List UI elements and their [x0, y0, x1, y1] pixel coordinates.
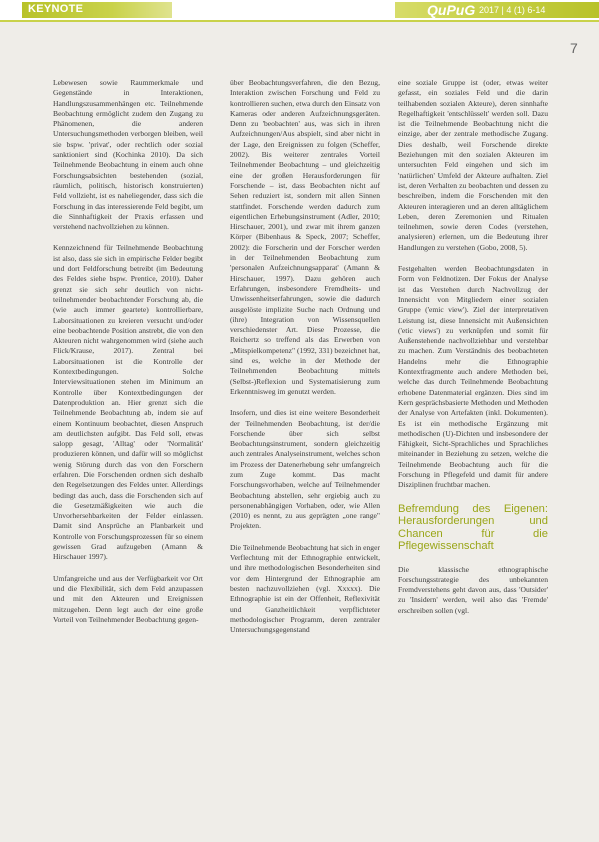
paragraph: Umfangreiche und aus der Verfügbarkeit vor Ort und die Flexibilität, sich dem Feld anzupassen und mit den Akteuren und Ereignissen mitzugehen. Denn legt auch der eine große Vorteil von Teilnehmender Beobachtung gegen-: [53, 573, 203, 624]
section-label: KEYNOTE: [28, 3, 84, 15]
paragraph: über Beobachtungsverfahren, die den Bezug, Interaktion zwischen Forschung und Feld zu kontrollieren suchen, etwa durch den Einsatz von Kameras oder anderen Aufzeichnungsgeräten. Denn zu 'beobachten' aus, was sich in ihren Aufzeichnungen/Aus abspielt, sind aber nicht in der Lage, den Ereignissen zu folgen (Scheffer, 2002). Bis weiterer zentrales Vorteil Teilnehmender Beobachtung – und gleichzeitig eine der großen Herausforderungen für Forschende – ist, dass Beobachten nicht auf Sehen reduziert ist, sondern mit allen Sinnen stattfindet. Forschende werden dadurch zum eigentlichen Erhebungsinstrument (Adler, 2010; Hirschauer, 2001), und zwar mit ihrem ganzen Körper (Bibenhaus & Speck, 2007; Scheffer, 2002): die Forscherin und der Forscher werden in der Teilnehmenden Beobachtung zum 'personalen Aufzeichnungsapparat' (Amann & Hirschauer, 1997). Dazu gehören auch Erfahrungen, insbesondere Fremdheits- und Unwissenheitserfahrungen, sowie die dadurch ausgelöste implizite Suche nach Ordnung und (ihre) Integration von Wissensquellen verschiedenster Art. Diese Prozesse, die Reichertz so treffend als das Erwerben von „Mitspielkompetenz" (1992, 331) bezeichnet hat, sind es, welche in der Methode der Teilnehmenden Beobachtung mittels (Selbst-)Reflexion und Systematisierung zum Erkenntnisweg im genutzt werden.: [230, 78, 380, 396]
journal-tag: [395, 2, 599, 18]
page-number: 7: [570, 40, 578, 56]
issue-info: 2017 | 4 (1) 6-14: [479, 5, 546, 15]
text-column-3: [398, 78, 548, 627]
paragraph: Lebewesen sowie Raummerkmale und Gegenstände in Interaktionen, Handlungszusammenhängen etc. Teilnehmende Beobachtung ermöglicht zudem den Zugang zu Phänomenen, die anderen Untersuchungsmethoden verborgen bleiben, weil sie bspw. 'privat', oder rechtlich oder sozial sanktioniert sind (Kochinka 2010). Da sich Teilnehmende Beobachtung in einem auch ohne Forschungsabsichten bestehenden (sozial, räumlich, politisch, historisch konstruierten) Feld vollzieht, ist es naheliegender, dass sich die Forschung in das interessierende Feld begibt, um die Sinnhaftigkeit der Praxis erfassen und verstehend nachvollziehen zu können.: [53, 78, 203, 232]
text-column-1: [53, 78, 203, 636]
header-rule: [0, 20, 599, 22]
text-column-2: [230, 78, 380, 646]
paragraph: Insofern, und dies ist eine weitere Besonderheit der Teilnehmenden Beobachtung, ist der/die Forschende über sich selbst Beobachtungsinstrument, sondern gleichzeitig auch zentrales Analyseinstrument, welches schon im Prozess der Datenerhebung sehr umfangreich zum Zuge kommt. Das macht Forschungsvorhaben, welche auf Teilnehmender Beobachtung abstellen, sehr ergiebig auch zu personenabhängigen Vorhaben, oder, wie Allen (2010) es nennt, zu aus geprägten „one range" Projekten.: [230, 408, 380, 531]
section-tag: [22, 2, 172, 18]
paragraph: Kennzeichnend für Teilnehmende Beobachtung ist also, dass sie sich in empirische Felder begibt und dort Feldforschung betreibt (im Bedeutung des Feldes siehe bspw. Prentice, 2010). Daher grenzt sie sich sehr deutlich von nicht-teilnehmender beobachtender Forschung ab, die (wie auch immer geartete) kontrollierbare, Laborsituationen zu kreieren versucht und/oder eine beobachtende Position anstrebt, die von den Akteuren nicht wahrgenommen wird (siehe auch Flick/Krause, 2017). Zentral bei Laborsituationen ist die Kontrolle der Kontextbedingungen. Solche Interviewsituationen stehen im Minimum an Kontrolle über Kontextbedingungen der Datenproduktion an. Hier grenzt sich die Teilnehmende Beobachtung ab, indem sie auf einem Kontinuum beobachtet, diesen Anspruch am deutlichsten aufgibt. Das Feld soll, etwas salopp gesagt, 'Alltag' oder 'Normalität' produzieren können, und dafür will so möglichst wenig Störung durch das von den Forschern erfahren. Die Forschenden ordnen sich deshalb den Regelsetzungen des Feldes unter. Allerdings bedingt das auch, dass die Forschenden sich auf die Gesetzmäßigkeiten wie auch die Unvorhersehbarkeiten der Felder einlassen. Damit sind Ansprüche an Planbarkeit und Kontrolle von Forschungsprozessen für so einem gewissen Grad aufzugeben (Amann & Hirschauer 1997).: [53, 243, 203, 562]
section-heading: Befremdung des Eigenen: Herausforderungen und Chancen für die Pflegewissenschaft: [398, 502, 548, 553]
paragraph: Die klassische ethnographische Forschungsstrategie des unbekannten Fremdverstehens geht davon aus, dass 'Outsider' zu 'Insidern' werden, weil also das 'Fremde' erschreiben sollen (vgl.: [398, 564, 548, 615]
paragraph: Festgehalten werden Beobachtungsdaten in Form von Feldnotizen. Der Fokus der Analyse ist das Verstehen durch Nachvollzug der Innensicht von Mitgliedern einer sozialen Gruppe ('emic view'). Ziel der interpretativen Leistung ist, diese Innensicht mit Außensichten ('etic views') zu verknüpfen und somit für Außenstehende nachvollziehbar und verstehbar zu machen. Zum Verständnis des beobachteten Handelns mehr die Ethnographie Kontextfragmente auch andere Methoden bei, welche das durch Teilnehmende Beobachtung erhobene Datenmaterial ergänzen. Dies sind im Kern gesprächsbasierte Methoden und Methoden der Analyse von Artefakten (inkl. Dokumenten). Es ist ein methodische Ergänzung mit methodischen (U)-Dichten und insbesondere der Fähigkeit, Sicht-Sprachliches und Sprachliches miteinander in Beziehung zu setzen, welche die Teilnehmende Beobachtung auch für die Forschung in Pflegefeld und damit für andere Disziplinen fruchtbar machen.: [398, 264, 548, 490]
paragraph: eine soziale Gruppe ist (oder, etwas weiter gefasst, ein soziales Feld und die darin teilhabenden sozialen Akteure), deren sinnhafte Regelhaftigkeit 'entschlüsselt' werden soll. Dazu ist die Teilnehmende Beobachtung nicht die einzige, aber der zentrale methodische Zugang. Dies deshalb, weil Forschende direkte Beziehungen mit den sozialen Akteuren im untersuchten Feld eingehen und sich im 'natürlichen' Umfeld der Akteure aufhalten. Ziel ist, deren Verhalten zu beobachten und dessen zu beschreiben, indem die Forschenden mit den Akteuren interagieren und an deren alltäglichem Leben, deren Zeremonien und Ritualen teilnehmen, sowie deren Codes (verstehen, analysieren) erlernen, um die Bedeutung ihrer Handlungen zu verstehen (Gobo, 2008, 5).: [398, 78, 548, 252]
paragraph: Die Teilnehmende Beobachtung hat sich in enger Verflechtung mit der Ethnographie entwickelt, und ihre methodologischen Besonderheiten sind vor dem Hintergrund der Ethnographie am besten nachzuvollziehen (vgl. Xxxxx). Die Ethnographie ist ein der Offenheit, Reflexivität und Ganzheitlichkeit verpflichteter methodologischer Programm, deren zentraler Untersuchungsgegenstand: [230, 542, 380, 635]
journal-logo: QuPuG: [427, 2, 476, 18]
